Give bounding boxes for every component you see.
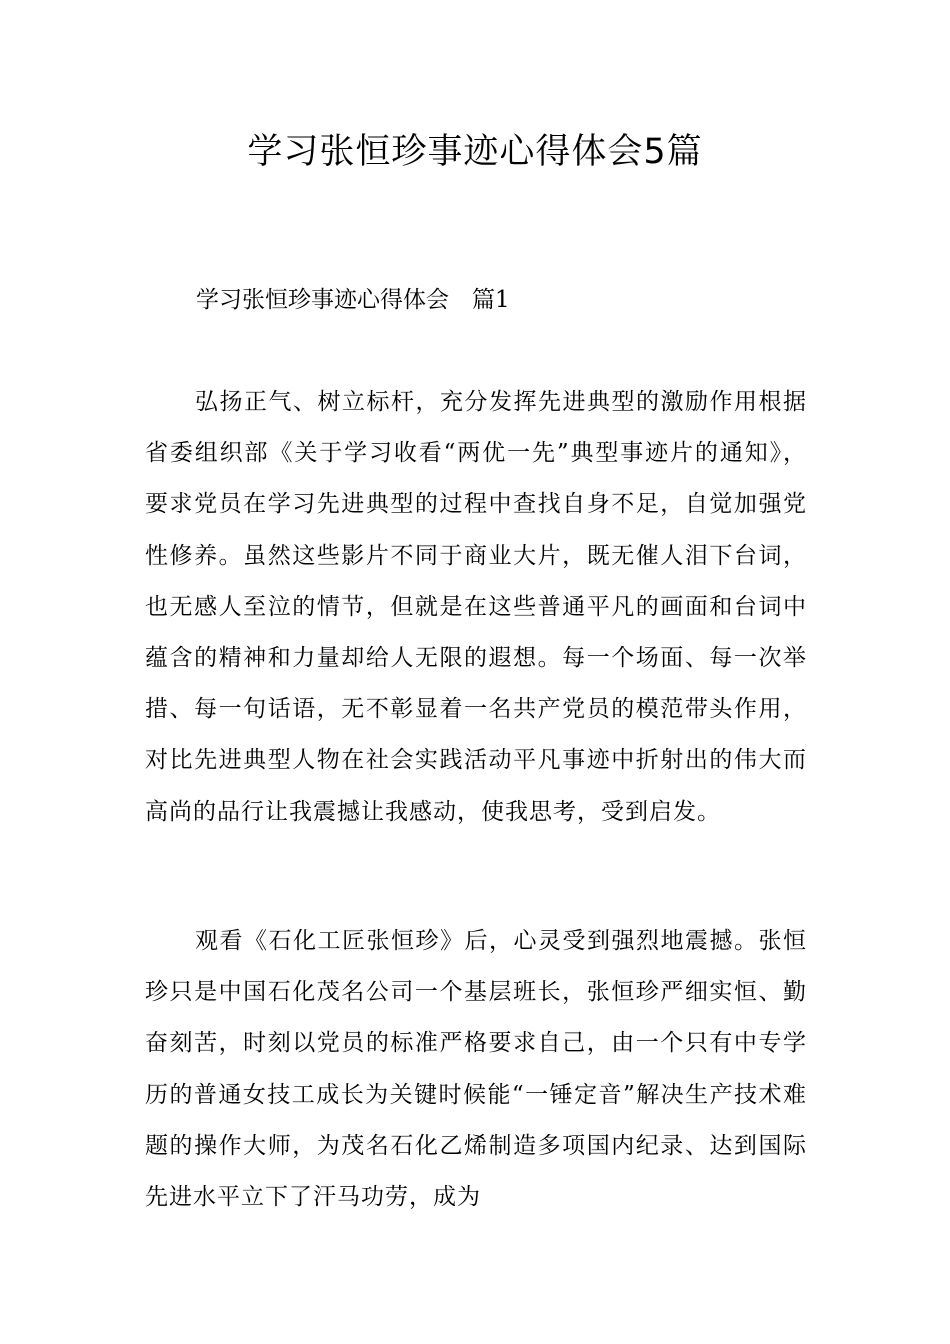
document-title: 学习张恒珍事迹心得体会5篇: [247, 132, 703, 172]
section-heading: 学习张恒珍事迹心得体会 篇1: [196, 287, 510, 313]
body-paragraph: 弘扬正气、树立标杆，充分发挥先进典型的激励作用根据省委组织部《关于学习收看“两优一先”典型事迹片的通知》，要求党员在学习先进典型的过程中查找自身不足，自觉加强党性修养。虽然这些影片不同于商业大片，既无催人泪下台词，也无感人至泣的情节，但就是在这些普通平凡的画面和台词中蕴含的精神和力量却给人无限的遐想。每一个场面、每一次举措、每一句话语，无不彰显着一名共产党员的模范带头作用，对比先进典型人物在社会实践活动平凡事迹中折射出的伟大而高尚的品行让我震撼让我感动，使我思考，受到启发。: [145, 389, 807, 825]
body-paragraph: 观看《石化工匠张恒珍》后，心灵受到强烈地震撼。张恒珍只是中国石化茂名公司一个基层班长，张恒珍严细实恒、勤奋刻苦，时刻以党员的标准严格要求自己，由一个只有中专学历的普通女技工成长为关键时候能“一锤定音”解决生产技术难题的操作大师，为茂名石化乙烯制造多项国内纪录、达到国际先进水平立下了汗马功劳，成为: [145, 928, 807, 1211]
